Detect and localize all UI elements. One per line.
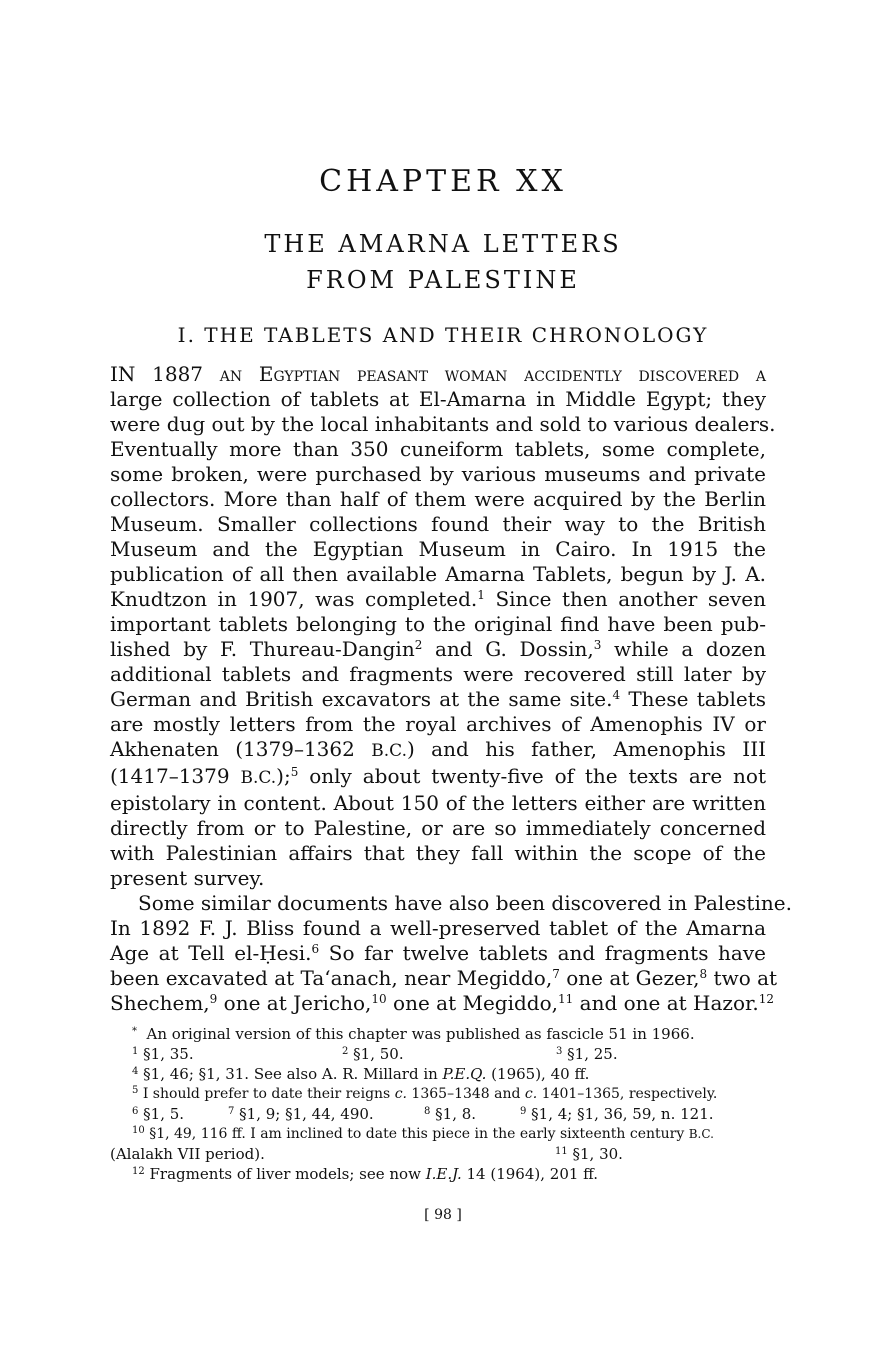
footnote-ref: 5 [290, 765, 299, 779]
text-line: publication of all then available Amarna Tablets, begun by J. A. [110, 562, 766, 586]
footnote: $^{12}$ Fragments of liver models; see now I.E.J. 14 (1964), 201 ff. [132, 1165, 599, 1183]
footnote: 8 §1, 8. [424, 1105, 477, 1123]
text-line: some broken, were purchased by various museums and private [110, 462, 766, 486]
footnote: 3 §1, 25. [556, 1045, 618, 1063]
chapter-title-line: THE AMARNA LETTERS [264, 230, 622, 258]
footnote: $^5$ I should prefer to date their reigns c. 1365–1348 and c. 1401–1365, respectively. [132, 1085, 718, 1102]
footnote: 2 §1, 50. [342, 1045, 404, 1063]
footnote-ref: 10 [371, 992, 387, 1006]
footnote: 7 §1, 9; §1, 44, 490. [228, 1105, 374, 1123]
drop-cap: I [110, 362, 118, 386]
text-line: Eventually more than 350 cuneiform tablets, some complete, [110, 437, 766, 461]
footnote-ref: 2 [414, 638, 423, 652]
footnote-ref: 8 [699, 967, 708, 981]
chapter-title [0, 226, 886, 298]
footnote-row [110, 1144, 766, 1164]
text-line: In 1892 F. J. Bliss found a well-preserved tablet of the Amarna [110, 916, 766, 940]
footnote-ref: 9 [209, 992, 218, 1006]
text-line: present survey. [110, 866, 265, 890]
text-line: with Palestinian affairs that they fall within the scope of the [110, 841, 766, 865]
footnote: $^4$ §1, 46; §1, 31. See also A. R. Millard in P.E.Q. (1965), 40 ff. [132, 1065, 590, 1083]
text-line: Museum and the Egyptian Museum in Cairo. In 1915 the [110, 537, 766, 561]
footnote-ref: 11 [558, 992, 574, 1006]
text-line: Museum. Smaller collections found their way to the British [110, 512, 766, 536]
text-line: German and British excavators at the same site.$^4$ These tablets [110, 687, 766, 711]
footnote: $^{11}$ §1, 30. [555, 1145, 623, 1163]
footnote: 1 §1, 35. [132, 1045, 194, 1063]
text-line: were dug out by the local inhabitants and sold to various dealers. [110, 412, 776, 436]
text-line: collectors. More than half of them were acquired by the Berlin [110, 487, 766, 511]
footnote: 9 §1, 4; §1, 36, 59, n. 121. [520, 1105, 714, 1123]
text-line: Some similar documents have also been discovered in Palestine. [138, 891, 792, 915]
text-line: Shechem,$^9$ one at Jericho,$^{10}$ one at Megiddo,$^{11}$ and one at Hazor.$^{12}$ [110, 991, 774, 1015]
text-line: important tablets belonging to the original find have been pub- [110, 612, 766, 636]
chapter-label: CHAPTER XX [319, 164, 567, 199]
footnote-ref: 1 [477, 588, 485, 602]
footnote-ref: 3 [593, 638, 602, 652]
text-line: epistolary in content. About 150 of the letters either are written [110, 791, 766, 815]
footnote-ref: 12 [758, 992, 774, 1006]
footnote: 6 §1, 5. [132, 1105, 185, 1123]
main-text [110, 362, 792, 1016]
page-number: [ 98 ] [424, 1207, 462, 1223]
section-heading: I. THE TABLETS AND THEIR CHRONOLOGY [177, 323, 709, 347]
text-line: Knudtzon in 1907, was completed.$^1$ Since then another seven [110, 587, 767, 611]
text-line: are mostly letters from the royal archives of Amenophis IV or [110, 712, 766, 736]
text-line: large collection of tablets at El-Amarna in Middle Egypt; they [110, 387, 766, 411]
text-line: directly from or to Palestine, or are so immediately concerned [110, 816, 766, 840]
text-line: been excavated at Ta‘anach, near Megiddo,$^7$ one at Gezer,$^8$ two at [110, 966, 778, 990]
text-line: additional tablets and fragments were recovered still later by [110, 662, 766, 686]
footnote-ref: 7 [552, 967, 560, 981]
footnote: $^{10}$ §1, 49, 116 ff. I am inclined to date this piece in the early sixteenth century B.C. [132, 1125, 714, 1142]
text-line: (1417–1379 B.C.);$^5$ only about twenty-five of the texts are not [110, 764, 766, 788]
footnotes [110, 1024, 766, 1184]
footnote: * An original version of this chapter was published as fascicle 51 in 1966. [132, 1025, 695, 1043]
footnote-row [110, 1104, 766, 1124]
footnote-row [110, 1044, 766, 1064]
text-line: Akhenaten (1379–1362 B.C.) and his father, Amenophis III [110, 737, 766, 761]
footnote-ref: 4 [612, 688, 621, 702]
chapter-title-line: FROM PALESTINE [306, 266, 580, 294]
footnote-continuation: (Alalakh VII period). [110, 1145, 265, 1163]
text-line: lished by F. Thureau-Dangin$^2$ and G. Dossin,$^3$ while a dozen [110, 637, 766, 661]
text-line: IN 1887 an Egyptian peasant woman accidently discovered a [110, 362, 766, 386]
footnote-ref: 6 [311, 942, 320, 956]
text-line: Age at Tell el-Ḥesi.$^6$ So far twelve tablets and fragments have [110, 941, 766, 965]
